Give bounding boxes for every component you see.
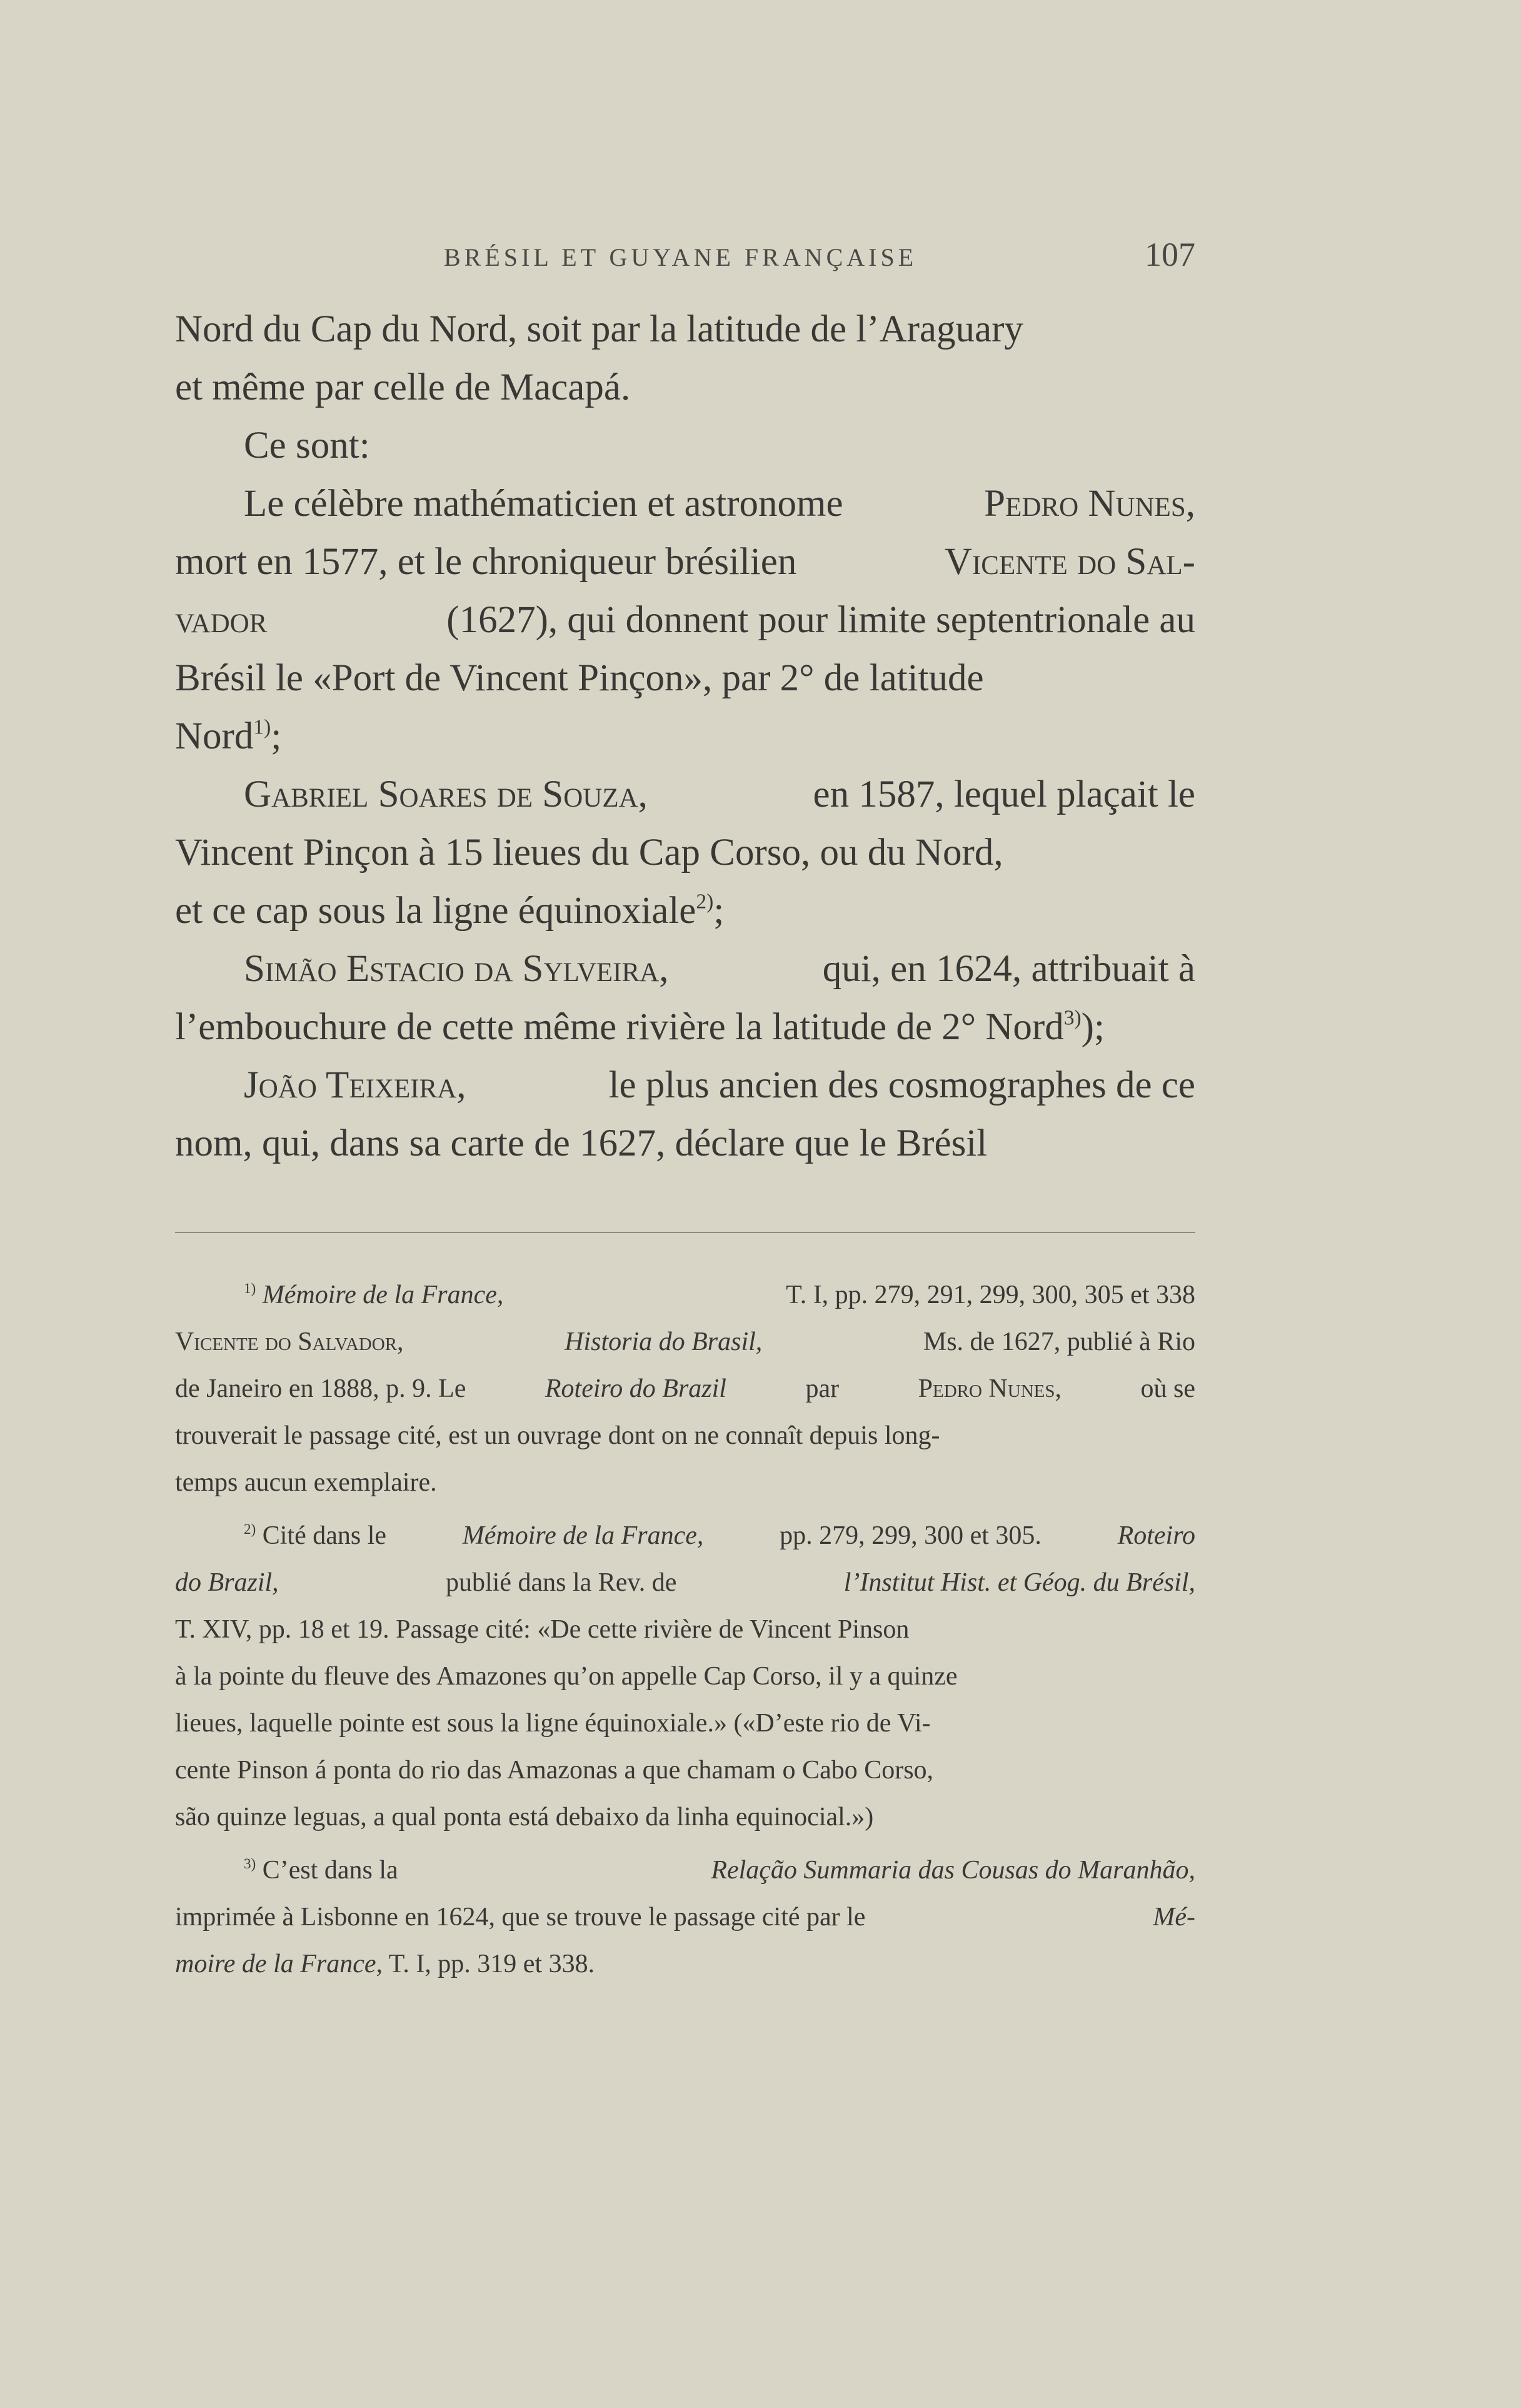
- text-line: Ce sont:: [244, 425, 370, 466]
- text-line: Nord du Cap du Nord, soit par la latitude de l’Araguary: [175, 308, 1023, 350]
- footnotes: [175, 1272, 1195, 1988]
- footnote-ref: 2): [696, 890, 714, 914]
- page-header: [175, 230, 1195, 280]
- footnote-mark: 3): [244, 1855, 256, 1871]
- text-line: Nord$^{1)}$;: [175, 715, 282, 757]
- footnote-line: trouverait le passage cité, est un ouvrage dont on ne connaît depuis long-: [175, 1421, 940, 1450]
- footnote-line: cente Pinson á ponta do rio das Amazonas a que chamam o Cabo Corso,: [175, 1756, 934, 1785]
- text-line: l’embouchure de cette même rivière la latitude de 2° Nord$^{3)}$);: [175, 1006, 1105, 1048]
- footnote-line: T. XIV, pp. 18 et 19. Passage cité: «De cette rivière de Vincent Pinson: [175, 1615, 910, 1644]
- author-name: Vicente do Sal-: [944, 541, 1195, 583]
- author-name: Pedro Nunes,: [984, 483, 1195, 525]
- author-name: Gabriel Soares de Souza,: [244, 773, 648, 815]
- page-number: 107: [1145, 236, 1195, 273]
- text-line: Brésil le «Port de Vincent Pinçon», par 2° de latitude: [175, 657, 984, 699]
- footnote-line: à la pointe du fleuve des Amazones qu’on appelle Cap Corso, il y a quinze: [175, 1662, 958, 1691]
- text-line: nom, qui, dans sa carte de 1627, déclare que le Brésil: [175, 1122, 988, 1164]
- text-line: et ce cap sous la ligne équinoxiale$^{2)}$;: [175, 890, 725, 932]
- footnote-line: do Brazil, publié dans la Rev. de l’Institut Hist. et Géog. du Brésil,: [175, 1568, 1195, 1597]
- running-head: BRÉSIL ET GUYANE FRANÇAISE: [444, 243, 918, 271]
- footnote-line: moire de la France, T. I, pp. 319 et 338.: [175, 1950, 595, 1978]
- text-line: Simão Estacio da Sylveira, qui, en 1624, attribuait à: [175, 940, 1195, 998]
- footnote-2: $^{2)}$ Cité dans le Mémoire de la France, pp. 279, 299, 300 et 305. Roteiro: [244, 1520, 1195, 1550]
- footnote-line: são quinze leguas, a qual ponta está debaixo da linha equinocial.»): [175, 1803, 874, 1831]
- text-line: Vincent Pinçon à 15 lieues du Cap Corso, ou du Nord,: [175, 832, 1003, 874]
- text-line: vador (1627), qui donnent pour limite septentrionale au: [175, 591, 1195, 649]
- text-line: et même par celle de Macapá.: [175, 366, 631, 408]
- footnote-line: de Janeiro en 1888, p. 9. Le Roteiro do Brazil par Pedro Nunes, où se: [175, 1366, 1195, 1413]
- author-name: Pedro Nunes,: [918, 1374, 1062, 1403]
- author-name: Vicente do Salvador,: [175, 1327, 404, 1356]
- footnote-1: $^{1)}$ Mémoire de la France, T. I, pp. 279, 291, 299, 300, 305 et 338: [244, 1279, 1195, 1309]
- text-line: mort en 1577, et le chroniqueur brésilien Vicente do Sal-: [175, 533, 1195, 591]
- text-line: Gabriel Soares de Souza, en 1587, lequel plaçait le: [175, 765, 1195, 824]
- footnote-ref: 3): [1063, 1006, 1082, 1030]
- body-text: [175, 300, 1195, 1172]
- author-name: João Teixeira,: [244, 1064, 466, 1106]
- footnote-line: lieues, laquelle pointe est sous la ligne équinoxiale.» («D’este rio de Vi-: [175, 1709, 931, 1738]
- footnote-3: $^{3)}$ C’est dans la Relação Summaria das Cousas do Maranhão,: [244, 1855, 1195, 1885]
- text-line: Le célèbre mathématicien et astronome Pedro Nunes,: [175, 475, 1195, 533]
- footnote-mark: 2): [244, 1520, 256, 1537]
- footnote-line: temps aucun exemplaire.: [175, 1468, 437, 1497]
- footnote-line: imprimée à Lisbonne en 1624, que se trouve le passage cité par le Mé-: [175, 1903, 1195, 1932]
- footnote-line: Vicente do Salvador, Historia do Brasil, Ms. de 1627, publié à Rio: [175, 1319, 1195, 1366]
- text-line: João Teixeira, le plus ancien des cosmographes de ce: [175, 1056, 1195, 1114]
- footnote-ref: 1): [253, 715, 271, 739]
- author-name: Simão Estacio da Sylveira,: [244, 948, 669, 990]
- footnote-mark: 1): [244, 1279, 256, 1296]
- author-name: vador: [175, 599, 268, 641]
- footnote-divider: [175, 1232, 1195, 1233]
